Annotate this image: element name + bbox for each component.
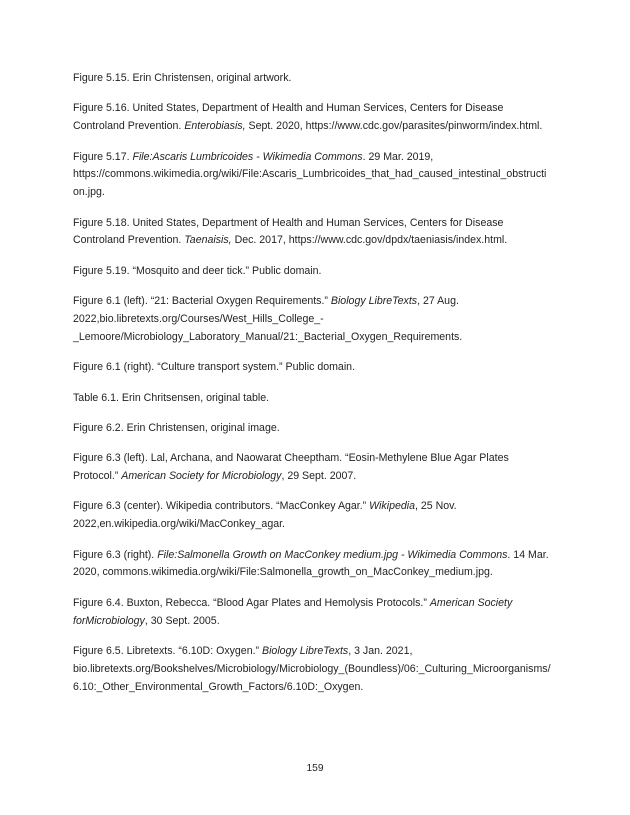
- credit-text: Sept. 2020, https://www.cdc.gov/parasites/pinworm/index.html.: [245, 120, 543, 133]
- credit-text: , 27 Aug. 2022,bio.libretexts.org/Courses/West_Hills_College_-_Lemoore/Microbiology_Laboratory_Manual/21:_Bacterial_Oxygen_Requirements.: [73, 295, 463, 343]
- credit-title-italic: Wikipedia: [369, 500, 415, 513]
- credit-title-italic: American Society for Microbiology: [121, 470, 282, 483]
- credit-text: , 3 Jan. 2021, bio.libretexts.org/Bookshelves/Microbiology/Microbiology_(Boundless)/06:_Culturing_Microorganisms/6.10:_Other_Environmental_Growth_Factors/6.10D:_Oxygen.: [73, 645, 551, 693]
- credit-text: Figure 5.18. United States, Department of Health and Human Services, Centers for Disease Controland Prevention.: [73, 216, 504, 247]
- credit-text: Figure 6.4. Buxton, Rebecca. “Blood Agar Plates and Hemolysis Protocols.”: [73, 596, 430, 609]
- credit-text: Figure 6.3 (right).: [73, 548, 158, 561]
- credit-text: , 29 Sept. 2007.: [281, 470, 357, 483]
- credit-text: Figure 5.15. Erin Christensen, original artwork.: [73, 72, 292, 84]
- credit-title-italic: Enterobiasis,: [184, 120, 246, 133]
- credit-entry-figure-5-16: [73, 100, 551, 136]
- credit-title-italic: American Society forMicrobiology: [73, 596, 513, 627]
- credit-entry-figure-6-1-left: [73, 293, 551, 346]
- credit-text: Figure 6.1 (right). “Culture transport system.” Public domain.: [73, 361, 356, 374]
- credit-entry-figure-5-17: [73, 149, 551, 202]
- page-number: 159: [306, 763, 324, 774]
- credit-entry-figure-6-2: [73, 420, 551, 438]
- credit-entry-figure-6-5: [73, 643, 551, 696]
- credit-text: , 30 Sept. 2005.: [144, 614, 220, 627]
- credit-text: Figure 6.3 (center). Wikipedia contributors. “MacConkey Agar.”: [73, 500, 370, 513]
- credit-title-italic: Taenaisis,: [184, 234, 232, 247]
- credit-entry-figure-6-3-left: [73, 450, 551, 486]
- credit-entry-figure-6-3-right: [73, 547, 551, 583]
- credit-entry-figure-5-15: [73, 70, 551, 88]
- credit-text: Figure 6.1 (left). “21: Bacterial Oxygen Requirements.”: [73, 295, 331, 308]
- figure-credits-list: [73, 70, 551, 696]
- credit-text: Figure 6.5. Libretexts. “6.10D: Oxygen.”: [73, 645, 263, 658]
- credit-text: Figure 5.16. United States, Department of Health and Human Services, Centers for Disease Controland Prevention.: [73, 102, 504, 133]
- credit-entry-figure-5-19: [73, 263, 551, 281]
- credit-entry-figure-6-1-right: [73, 359, 551, 377]
- credit-text: . 14 Mar. 2020, commons.wikimedia.org/wiki/File:Salmonella_growth_on_MacConkey_medium.jpg.: [73, 548, 549, 579]
- credit-text: Figure 5.19. “Mosquito and deer tick.” Public domain.: [73, 264, 322, 277]
- credit-text: Figure 6.3 (left). Lal, Archana, and Naowarat Cheeptham. “Eosin-Methylene Blue Agar Plates Protocol.”: [73, 452, 509, 483]
- credit-entry-figure-6-3-center: [73, 498, 551, 534]
- credit-entry-table-6-1: [73, 390, 551, 408]
- credit-text: Dec. 2017, https://www.cdc.gov/dpdx/taeniasis/index.html.: [231, 234, 508, 247]
- credit-text: , 25 Nov. 2022,en.wikipedia.org/wiki/MacConkey_agar.: [73, 500, 457, 531]
- credit-text: Figure 5.17.: [73, 150, 133, 163]
- credit-entry-figure-5-18: [73, 215, 551, 251]
- credit-title-italic: File:Ascaris Lumbricoides - Wikimedia Commons: [132, 150, 363, 163]
- credit-title-italic: File:Salmonella Growth on MacConkey medium.jpg - Wikimedia Commons: [157, 548, 508, 561]
- credit-entry-figure-6-4: [73, 595, 551, 631]
- credit-text: . 29 Mar. 2019, https://commons.wikimedia.org/wiki/File:Ascaris_Lumbricoides_that_had_caused_intestinal_obstruction.jpg.: [73, 150, 547, 199]
- credit-text: Figure 6.2. Erin Christensen, original image.: [73, 421, 280, 434]
- credit-text: Table 6.1. Erin Chritsensen, original table.: [73, 391, 270, 404]
- credit-title-italic: Biology LibreTexts: [330, 295, 418, 308]
- credit-title-italic: Biology LibreTexts: [262, 645, 349, 658]
